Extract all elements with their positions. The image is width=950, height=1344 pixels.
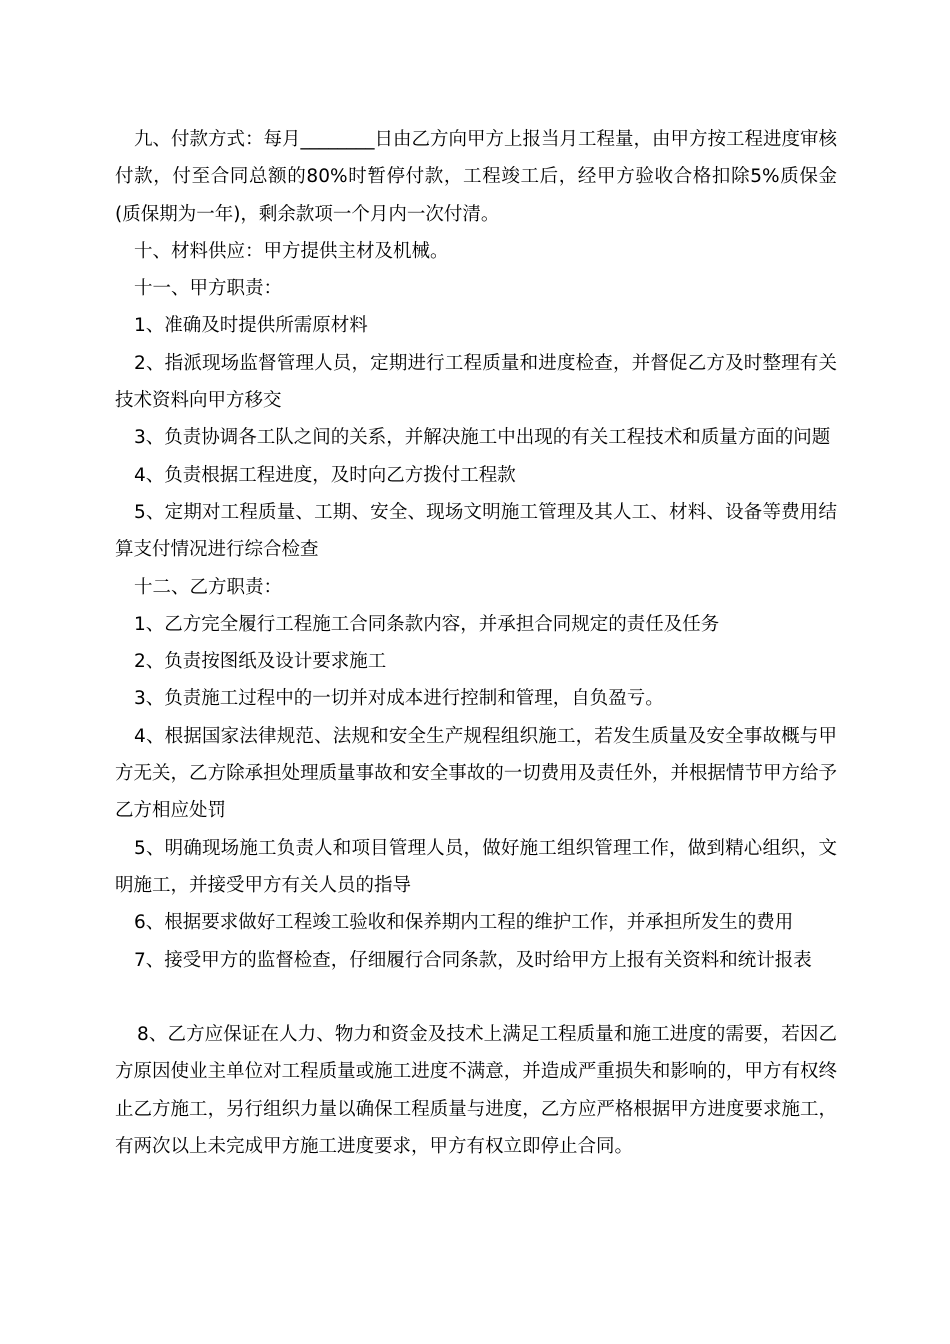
- clause-11-item-3: 3、负责协调各工队之间的关系，并解决施工中出现的有关工程技术和质量方面的问题: [134, 427, 831, 449]
- clause-10-material-supply: 十、材料供应：甲方提供主材及机械。: [134, 240, 449, 262]
- clause-12-item-3: 3、负责施工过程中的一切并对成本进行控制和管理，自负盈亏。: [134, 688, 664, 710]
- clause-12-item-7: 7、接受甲方的监督检查，仔细履行合同条款，及时给甲方上报有关资料和统计报表: [134, 949, 812, 971]
- clause-11-heading: 十一、甲方职责：: [134, 278, 283, 300]
- clause-12-item-2: 2、负责按图纸及设计要求施工: [134, 651, 387, 673]
- clause-12-item-8: 8、乙方应保证在人力、物力和资金及技术上满足工程质量和施工进度的需要，若因乙方原因使业主单位对工程质量或施工进度不满意，并造成严重损失和影响的，甲方有权终止乙方施工，另行组织力量以确保工程质量与进度，乙方应严格根据甲方进度要求施工，有两次以上未完成甲方施工进度要求，甲方有权立即停止合同。: [115, 1024, 837, 1158]
- clause-12-heading: 十二、乙方职责：: [134, 576, 283, 598]
- clause-12-item-6: 6、根据要求做好工程竣工验收和保养期内工程的维护工作，并承担所发生的费用: [134, 912, 794, 934]
- clause-12-item-1: 1、乙方完全履行工程施工合同条款内容，并承担合同规定的责任及任务: [134, 613, 720, 635]
- clause-11-item-1: 1、准确及时提供所需原材料: [134, 315, 368, 337]
- clause-9-payment: 九、付款方式：每月________日由乙方向甲方上报当月工程量，由甲方按工程进度审核付款，付至合同总额的80%时暂停付款，工程竣工后，经甲方验收合格扣除5%质保金(质保期为一年)，剩余款项一个月内一次付清。: [115, 129, 838, 225]
- blank-line: [115, 979, 837, 1016]
- clause-11-item-4: 4、负责根据工程进度，及时向乙方拨付工程款: [134, 464, 516, 486]
- clause-12-item-4: 4、根据国家法律规范、法规和安全生产规程组织施工，若发生质量及安全事故概与甲方无关，乙方除承担处理质量事故和安全事故的一切费用及责任外，并根据情节甲方给予乙方相应处罚: [115, 725, 837, 822]
- document-body: [115, 121, 837, 1165]
- clause-11-item-5: 5、定期对工程质量、工期、安全、现场文明施工管理及其人工、材料、设备等费用结算支付情况进行综合检查: [115, 501, 837, 561]
- clause-12-item-5: 5、明确现场施工负责人和项目管理人员，做好施工组织管理工作，做到精心组织，文明施工，并接受甲方有关人员的指导: [115, 837, 837, 896]
- clause-11-item-2: 2、指派现场监督管理人员，定期进行工程质量和进度检查，并督促乙方及时整理有关技术资料向甲方移交: [115, 352, 837, 412]
